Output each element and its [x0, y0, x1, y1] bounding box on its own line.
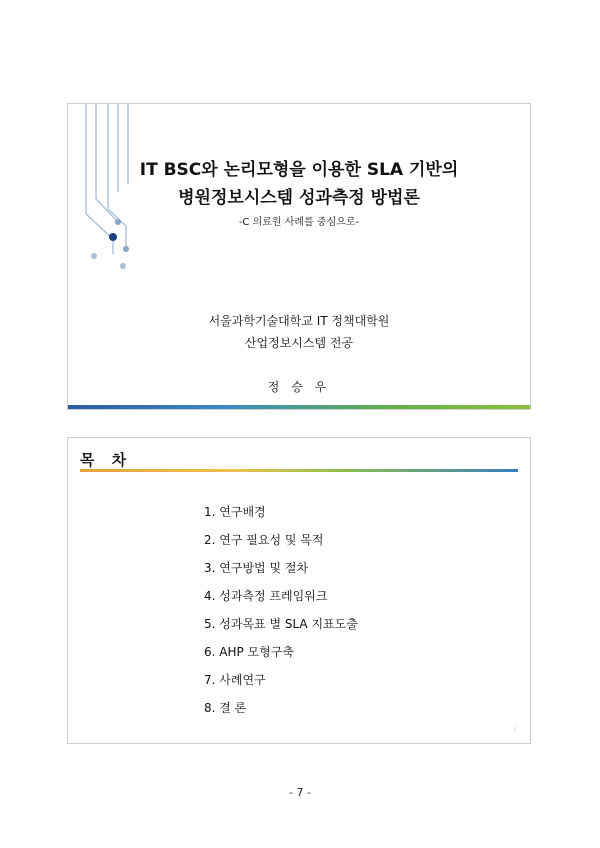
page-number: - 7 - [289, 786, 311, 799]
title-slide [67, 103, 531, 410]
toc-item: 2. 연구 필요성 및 목적 [204, 533, 324, 547]
toc-slide [67, 437, 531, 744]
department: 산업정보시스템 전공 [244, 336, 354, 350]
toc-item: 1. 연구배경 [204, 505, 266, 519]
toc-list [204, 498, 358, 722]
toc-item: 8. 결 론 [204, 701, 247, 715]
subtitle: -C 의료원 사례를 중심으로- [238, 217, 360, 228]
toc-item: 4. 성과측정 프레임워크 [204, 589, 328, 603]
institution: 서울과학기술대학교 IT 정책대학원 [208, 314, 390, 328]
author: 정 승 우 [267, 380, 331, 394]
presentation-title [68, 156, 530, 212]
title-line-2: 병원정보시스템 성과측정 방법론 [178, 188, 420, 208]
toc-item: 5. 성과목표 별 SLA 지표도출 [204, 617, 358, 631]
affiliation [68, 310, 530, 354]
title-line-1: IT BSC와 논리모형을 이용한 SLA 기반의 [139, 160, 459, 180]
heading-rule [80, 469, 518, 472]
toc-heading: 목 차 [80, 451, 133, 469]
accent-bar [68, 405, 530, 409]
slide-mark: I [514, 726, 516, 733]
toc-item: 3. 연구방법 및 절차 [204, 561, 309, 575]
toc-item: 6. AHP 모형구축 [204, 645, 294, 659]
toc-item: 7. 사례연구 [204, 673, 266, 687]
